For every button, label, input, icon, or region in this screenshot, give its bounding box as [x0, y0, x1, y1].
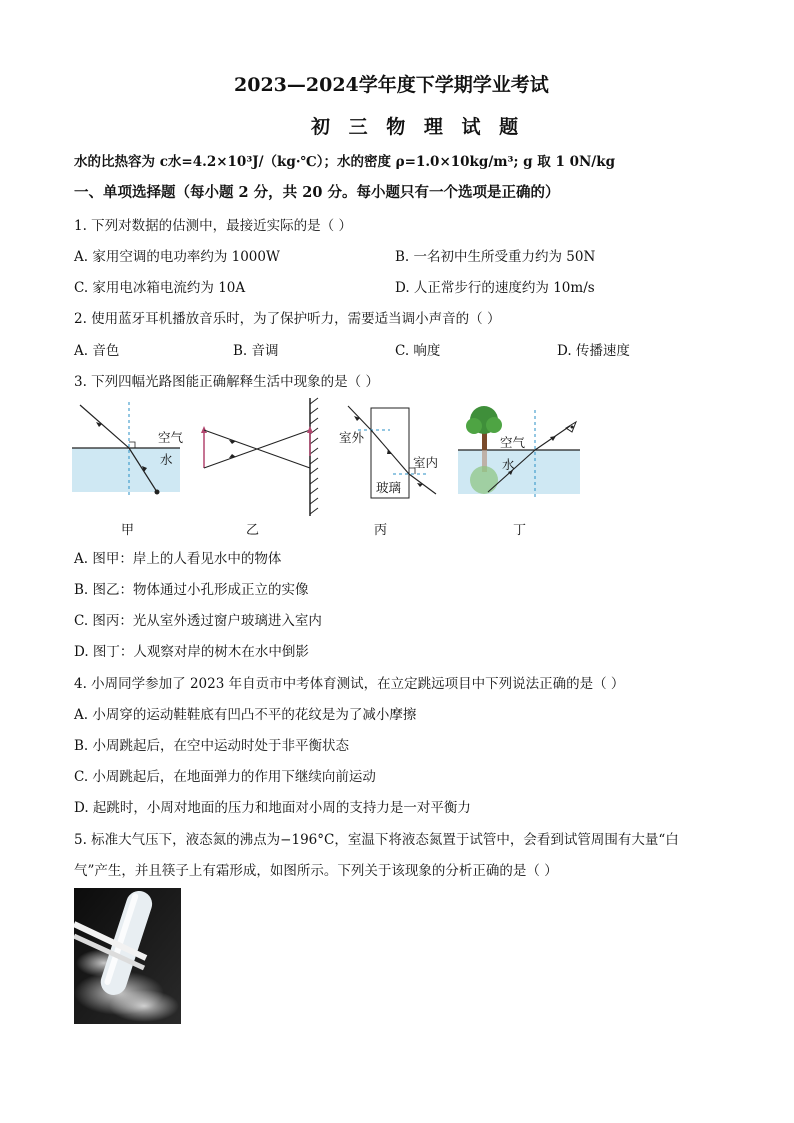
question-4-option-c: C. 小周跳起后，在地面弹力的作用下继续向前运动: [74, 769, 376, 785]
question-4-option-a: A. 小周穿的运动鞋鞋底有凹凸不平的花纹是为了减小摩擦: [74, 707, 417, 723]
figure-jia-caption: 甲: [121, 523, 135, 538]
question-3-stem: 3. 下列四幅光路图能正确解释生活中现象的是（ ）: [74, 374, 379, 390]
question-1-stem: 1. 下列对数据的估测中，最接近实际的是（ ）: [74, 218, 352, 234]
figure-bing-outside-label: 室外: [339, 430, 365, 445]
figure-bing-glass-label: 玻璃: [376, 480, 402, 495]
question-4-stem: 4. 小周同学参加了 2023 年自贡市中考体育测试，在立定跳远项目中下列说法正确的是（ ）: [74, 676, 625, 692]
question-1-option-b: B. 一名初中生所受重力约为 50N: [395, 249, 596, 265]
figure-ding: [458, 402, 584, 502]
question-2-option-a: A. 音色: [74, 343, 120, 359]
figure-bing-inside-label: 室内: [413, 455, 439, 470]
question-3-option-d: D. 图丁：人观察对岸的树木在水中倒影: [74, 644, 309, 660]
figure-jia-air-label: 空气: [158, 430, 184, 445]
section-title: 一、单项选择题（每小题 2 分，共 20 分。每小题只有一个选项是正确的）: [74, 184, 560, 201]
question-3-option-a: A. 图甲：岸上的人看见水中的物体: [74, 551, 282, 567]
figure-bing-caption: 丙: [374, 523, 388, 538]
question-4-option-b: B. 小周跳起后，在空中运动时处于非平衡状态: [74, 738, 350, 754]
question-2-stem: 2. 使用蓝牙耳机播放音乐时，为了保护听力，需要适当调小声音的（ ）: [74, 311, 501, 327]
question-5-photo: [74, 888, 181, 1024]
exam-subtitle: 初 三 物 理 试 题: [311, 116, 525, 138]
figure-yi: [196, 396, 326, 518]
question-3-option-c: C. 图丙：光从室外透过窗户玻璃进入室内: [74, 613, 322, 629]
question-2-option-b: B. 音调: [233, 343, 279, 359]
figure-ding-water-label: 水: [502, 457, 515, 472]
figure-yi-caption: 乙: [246, 523, 260, 538]
question-5-stem-line2: 气”产生，并且筷子上有霜形成，如图所示。下列关于该现象的分析正确的是（ ）: [74, 863, 558, 879]
question-5-stem-line1: 5. 标准大气压下，液态氮的沸点为−196°C，室温下将液态氮置于试管中，会看到试管周围有大量“白: [74, 832, 679, 848]
question-4-option-d: D. 起跳时，小周对地面的压力和地面对小周的支持力是一对平衡力: [74, 800, 471, 816]
question-2-option-d: D. 传播速度: [557, 343, 630, 359]
figure-ding-air-label: 空气: [500, 435, 526, 450]
constants-line: 水的比热容为 c水=4.2×10³J/（kg·℃）；水的密度 ρ=1.0×10kg/m³; g 取 1 0N/kg: [74, 154, 616, 170]
question-1-option-d: D. 人正常步行的速度约为 10m/s: [395, 280, 595, 296]
figure-jia-water-label: 水: [160, 452, 173, 467]
exam-title: 2023—2024学年度下学期学业考试: [234, 74, 549, 96]
question-3-option-b: B. 图乙：物体通过小孔形成正立的实像: [74, 582, 309, 598]
question-1-option-a: A. 家用空调的电功率约为 1000W: [74, 249, 280, 265]
figure-ding-caption: 丁: [513, 523, 527, 538]
question-1-option-c: C. 家用电冰箱电流约为 10A: [74, 280, 246, 296]
question-2-option-c: C. 响度: [395, 343, 441, 359]
